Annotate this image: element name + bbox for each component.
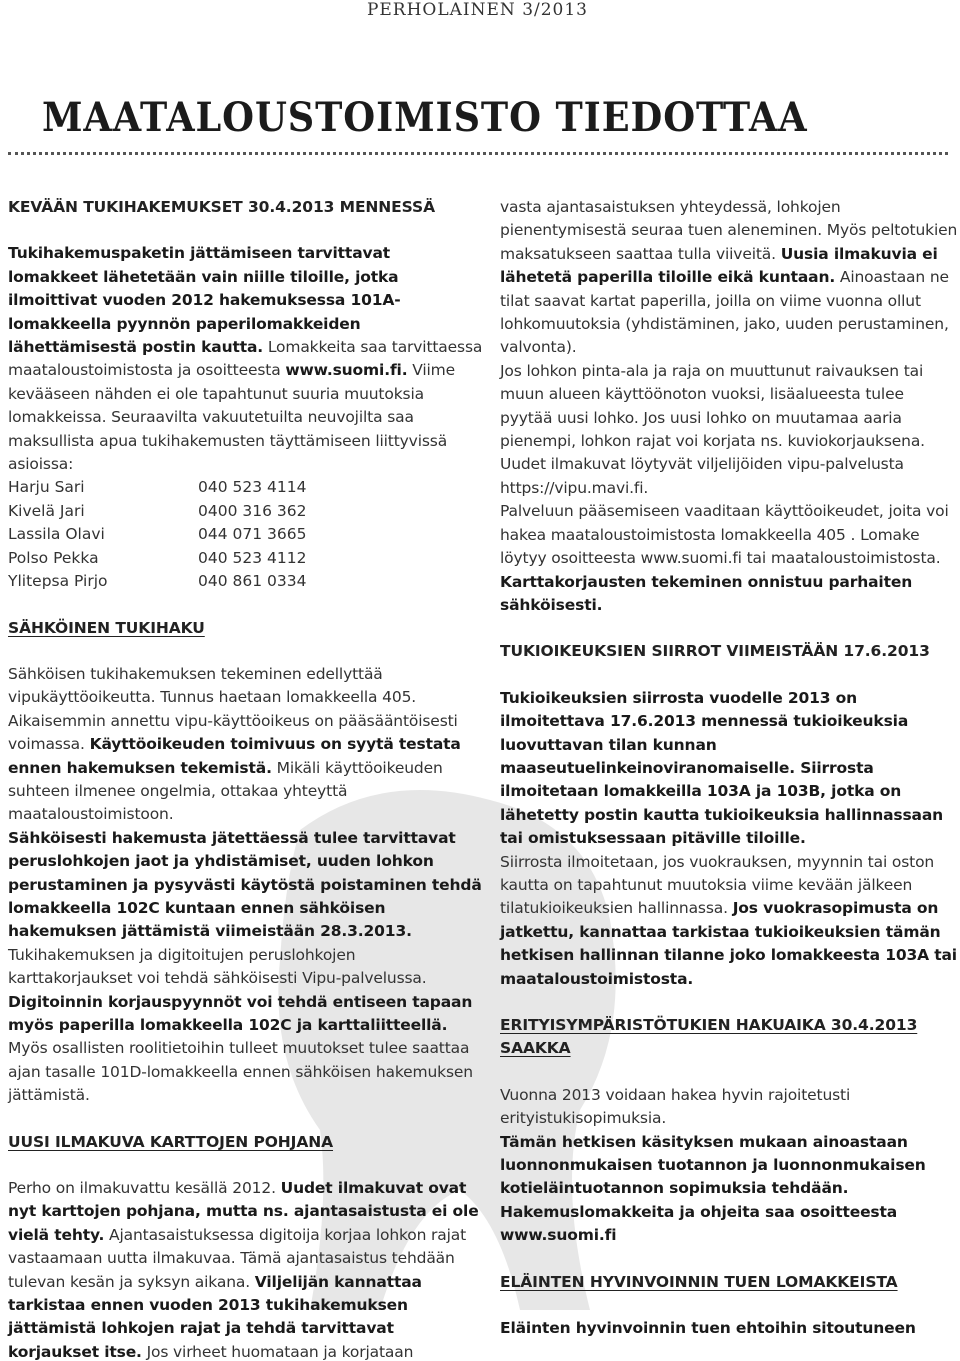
contact-row xyxy=(8,523,484,546)
heading-text: SÄHKÖINEN TUKIHAKU xyxy=(8,618,205,637)
paragraph xyxy=(500,196,958,360)
contact-phone: 040 523 4114 xyxy=(198,478,307,497)
paragraph xyxy=(500,571,958,618)
paragraph xyxy=(500,1317,958,1340)
contact-name: Ylitepsa Pirjo xyxy=(8,572,108,591)
heading-text: ELÄINTEN HYVINVOINNIN TUEN LOMAKKEISTA xyxy=(500,1272,898,1291)
text: Perho on ilmakuvattu kesällä 2012. xyxy=(8,1179,281,1198)
dotted-divider xyxy=(8,152,948,155)
contact-row xyxy=(8,500,484,523)
paragraph xyxy=(8,663,484,827)
text: Ainoastaan ne tilat saavat kartat paperilla, joilla on viime vuonna ollut lohkomuutoksia (yhdistäminen, jako, uuden perustaminen, valvonta). xyxy=(500,268,949,357)
contact-name: Harju Sari xyxy=(8,478,85,497)
section-heading-animal-welfare xyxy=(500,1271,958,1294)
heading-text: UUSI ILMAKUVA KARTTOJEN POHJANA xyxy=(8,1132,334,1151)
bold-text: Eläinten hyvinvoinnin tuen ehtoihin sitoutuneen xyxy=(500,1319,916,1338)
text: Jos virheet huomataan ja korjataan xyxy=(141,1342,414,1361)
paragraph: Uudet ilmakuvat löytyvät viljelijöiden vipu-palvelusta https://vipu.mavi.fi. xyxy=(500,455,904,497)
contact-name: Kivelä Jari xyxy=(8,501,85,520)
bold-text: Viljelijän kannattaa tarkistaa ennen vuoden 2013 tukihakemuksen jättämistä lohkojen rajat ja tehdä tarvittavat korjaukset itse. xyxy=(8,1272,422,1361)
text: Ajantasaistuksessa digitoija korjaa lohkon rajat vastaamaan uutta ilmakuvaa. Tämä ajantasaistus tehdään tulevan kesän ja syksyn aikana. xyxy=(8,1225,467,1291)
section-heading-environment xyxy=(500,1014,958,1061)
contact-phone: 044 071 3665 xyxy=(198,525,307,544)
contact-phone: 0400 316 362 xyxy=(198,501,307,520)
paragraph xyxy=(500,851,958,991)
paragraph xyxy=(500,687,958,851)
text: Mikäli käyttöoikeuden suhteen ilmenee ongelmia, ottakaa yhteyttä maataloustoimistoon. xyxy=(8,758,443,824)
contact-name: Lassila Olavi xyxy=(8,525,105,544)
heading-text: ERITYISYMPÄRISTÖTUKIEN HAKUAIKA 30.4.2013 SAAKKA xyxy=(500,1016,918,1058)
paragraph xyxy=(8,242,484,476)
contact-row xyxy=(8,476,484,499)
paragraph xyxy=(8,991,484,1038)
bold-text: Uusia ilmakuvia ei lähetetä paperilla tiloille eikä kuntaan. xyxy=(500,244,938,287)
text: Siirrosta ilmoitetaan, jos vuokrauksen, myynnin tai oston kautta on tapahtunut muutoksia viime kevään jälkeen tilatukioikeuksien hallinnassa. xyxy=(500,852,935,918)
contact-phone: 040 861 0334 xyxy=(198,572,307,591)
left-column xyxy=(8,196,484,1361)
paragraph xyxy=(8,827,484,944)
right-column xyxy=(500,196,958,1340)
paragraph: Tukihakemuksen ja digitoitujen peruslohkojen karttakorjaukset voi tehdä sähköisesti Vipu-palvelussa. xyxy=(8,945,427,988)
paragraph xyxy=(8,1177,484,1361)
page-title: MAATALOUSTOIMISTO TIEDOTTAA xyxy=(42,94,808,141)
paragraph: Jos lohkon pinta-ala ja raja on muuttunut raivauksen tai muun alueen käyttöönoton vuoksi, lisäalueesta tulee pyytää uusi lohko. Jos uusi lohko on muutamaa aaria pienempi, lohkon rajat voi korjata ns. kuviokorjauksena. xyxy=(500,361,925,451)
running-head: PERHOLAINEN 3/2013 xyxy=(366,0,588,20)
contact-list xyxy=(8,476,484,593)
bold-text: Käyttöoikeuden toimivuus on syytä testata ennen hakemuksen tekemistä. xyxy=(8,735,461,777)
bold-text: Tukioikeuksien siirrosta vuodelle 2013 on ilmoitettava 17.6.2013 mennessä tukioikeuksia luovuttavan tilan kunnan maaseutuelinkeinoviranomaiselle. Siirrosta ilmoitetaan lomakkeilla 103A ja 103B, jotka on lähetetty postin kautta tukioikeuksia hallinnassaan tai omistuksessaan pitäville tiloille. xyxy=(500,688,944,848)
bold-text: Sähköisesti hakemusta jätettäessä tulee tarvittavat peruslohkojen jaot ja yhdistämiset, uuden lohkon perustaminen ja pysyvästi käytöstä poistaminen tehdä lomakkeella 102C kuntaan ennen sähköisen hakemuksen jättämistä viimeistään 28.3.2013. xyxy=(8,828,482,941)
text: Lomakkeita saa tarvittaessa maataloustoimistosta ja osoitteesta xyxy=(8,338,483,380)
contact-row xyxy=(8,547,484,570)
contact-name: Polso Pekka xyxy=(8,548,99,567)
text: Sähköisen tukihakemuksen tekeminen edellyttää vipukäyttöoikeutta. Tunnus haetaan lomakkeella 405. Aikaisemmin annettu vipu-käyttöoikeus on pääsääntöisesti voimassa. xyxy=(8,664,458,754)
contact-phone: 040 523 4112 xyxy=(198,548,307,567)
section-heading-spring-applications: KEVÄÄN TUKIHAKEMUKSET 30.4.2013 MENNESSÄ xyxy=(8,198,435,216)
bold-text: Karttakorjausten tekeminen onnistuu parhaiten sähköisesti. xyxy=(500,572,913,614)
text: vasta ajantasaistuksen yhteydessä, lohkojen pienentymisestä seuraa tuen aleneminen. Myös peltotukien maksatukseen saattaa tulla viiveitä. xyxy=(500,198,958,263)
bold-text: Digitoinnin korjauspyynnöt voi tehdä entiseen tapaan myös paperilla lomakkeella 102C ja karttaliitteellä. xyxy=(8,992,473,1034)
paragraph: Palveluun pääsemiseen vaaditaan käyttöoikeudet, joita voi hakea maataloustoimistosta lomakkeella 405 . Lomake löytyy osoitteesta www.suomi.fi tai maataloustoimistosta. xyxy=(500,502,949,568)
bold-text: Tämän hetkisen käsityksen mukaan ainoastaan luonnonmukaisen tuotannon ja luonnonmukaisen kotieläintuotannon sopimuksia tehdään. Hakemuslomakkeita ja ohjeita saa osoitteesta www.suomi.fi xyxy=(500,1132,926,1245)
bold-text: Tukihakemuspaketin jättämiseen tarvittavat lomakkeet lähetetään vain niille tiloille, jotka ilmoittivat vuoden 2012 hakemuksessa 101A-lomakkeella pyynnön paperilomakkeiden lähettämisestä postin kautta. xyxy=(8,244,401,357)
text: Viime kevääseen nähden ei ole tapahtunut suuria muutoksia lomakkeissa. Seuraavilta vakuutetuilta neuvojilta saa maksullista apua tukihakemusten täyttämiseen liittyvissä asioissa: xyxy=(8,361,456,474)
contact-row xyxy=(8,570,484,593)
bold-text: Uudet ilmakuvat ovat nyt karttojen pohjana, mutta ns. ajantasaistusta ei ole vielä tehty. xyxy=(8,1179,479,1244)
section-heading-aerial-photo xyxy=(8,1131,484,1154)
section-heading-electronic xyxy=(8,617,484,640)
section-heading-transfers: TUKIOIKEUKSIEN SIIRROT VIIMEISTÄÄN 17.6.2013 xyxy=(500,642,930,661)
paragraph xyxy=(500,1131,958,1248)
paragraph: Vuonna 2013 voidaan hakea hyvin rajoitetusti erityistukisopimuksia. xyxy=(500,1085,851,1128)
bold-text: Jos vuokrasopimusta on jatkettu, kannattaa tarkistaa tukioikeuksien tämän hetkisen hallinnan tilanne joko lomakkeesta 103A tai maataloustoimistosta. xyxy=(500,899,957,988)
link-suomi[interactable]: www.suomi.fi. xyxy=(285,361,408,380)
paragraph: Myös osallisten roolitietoihin tulleet muutokset tulee saattaa ajan tasalle 101D-lomakkeella ennen sähköisen hakemuksen jättämistä. xyxy=(8,1039,473,1105)
